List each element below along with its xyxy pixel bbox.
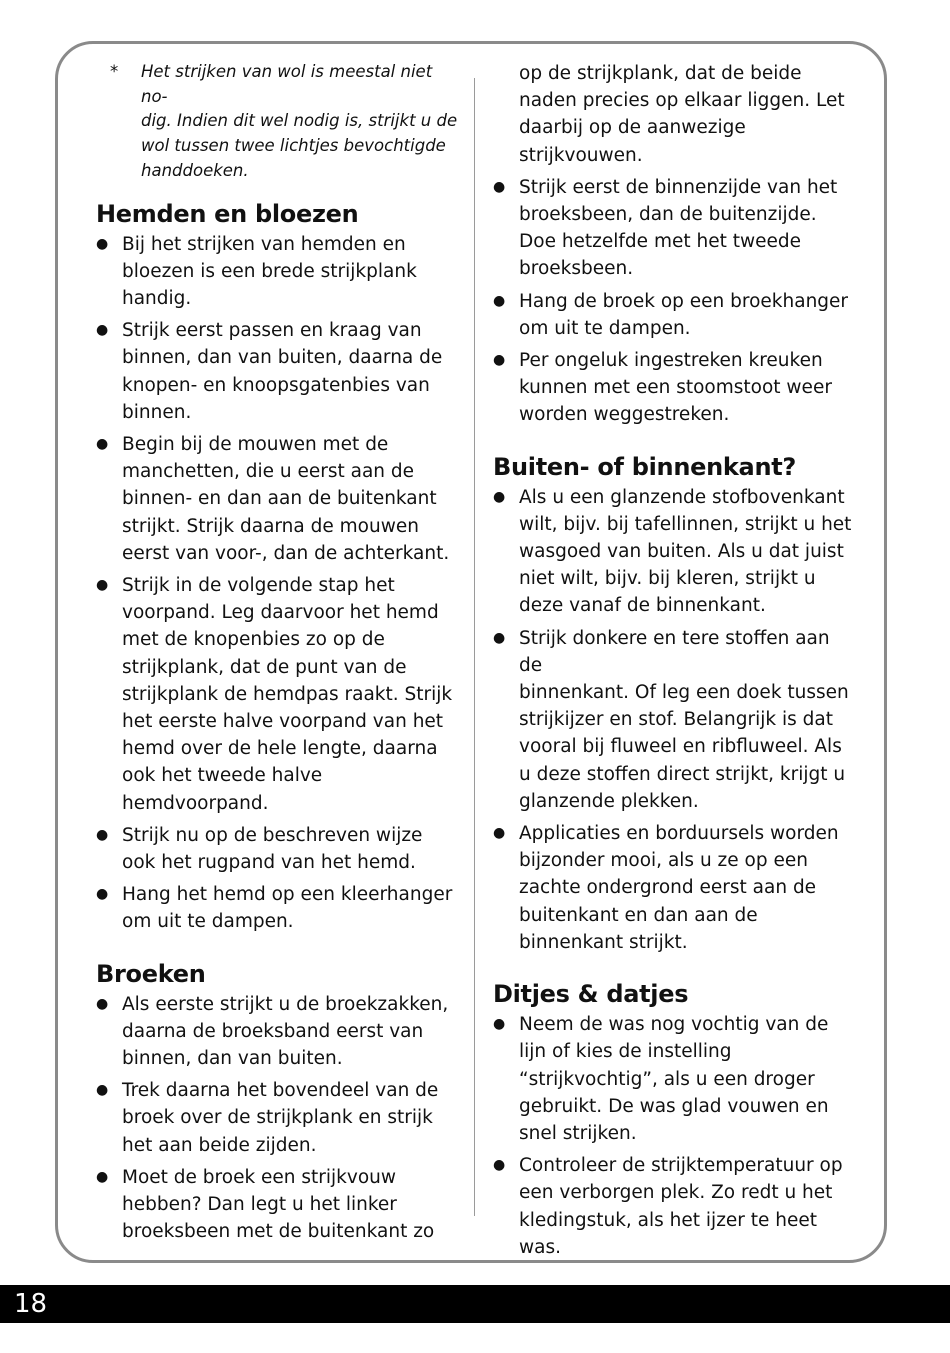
bullet-icon: ● [493, 629, 506, 646]
text-line: strijkvouwen. [519, 144, 643, 166]
text-line: wilt, bijv. bij tafellinnen, strijkt u het [519, 513, 852, 535]
text-line: Controleer de strijktemperatuur op [519, 1155, 843, 1177]
text-line: binnen- en dan aan de buitenkant [122, 488, 437, 510]
text-line: broek over de strijkplank en strijk [122, 1107, 433, 1129]
list-item [493, 484, 855, 620]
text-line: binnenkant. Of leg een doek tussen [519, 682, 849, 704]
text-line: kunnen met een stoomstoot weer [519, 377, 832, 399]
text-line: hebben? Dan legt u het linker [122, 1194, 397, 1216]
list-item [96, 572, 458, 817]
text-line: het aan beide zijden. [122, 1134, 317, 1156]
text-line: voorpand. Leg daarvoor het hemd [122, 602, 439, 624]
text-line: Doe hetzelfde met het tweede [519, 231, 801, 253]
text-line: Strijk eerst passen en kraag van [122, 320, 422, 342]
text-line: wasgoed van buiten. Als u dat juist [519, 541, 844, 563]
bullet-icon: ● [96, 435, 109, 452]
text-line: glanzende plekken. [519, 790, 699, 812]
list-item [493, 347, 855, 429]
section-heading: Ditjes & datjes [493, 980, 689, 1009]
list-item [493, 820, 855, 956]
text-line: broeksbeen. [519, 258, 634, 280]
text-line: u deze stoffen direct strijkt, krijgt u [519, 763, 846, 785]
bullet-icon: ● [493, 178, 506, 195]
list-item [96, 1164, 458, 1246]
bullet-list [96, 231, 458, 936]
text-line: Hang het hemd op een kleerhanger [122, 884, 453, 906]
text-line: Strijk in de volgende stap het [122, 574, 395, 596]
text-line: gebruikt. De was glad vouwen en [519, 1095, 829, 1117]
text-line: was. [519, 1236, 561, 1258]
bullet-icon: ● [96, 576, 109, 593]
text-line: broeksbeen, dan de buitenzijde. [519, 204, 817, 226]
text-line: wol tussen twee lichtjes bevochtigde [141, 136, 446, 156]
text-line: Trek daarna het bovendeel van de [122, 1080, 439, 1102]
text-line: op de strijkplank, dat de beide [519, 63, 802, 84]
text-line: strijkplank de hemdpas raakt. Strijk [122, 683, 453, 705]
text-line: binnen, dan van buiten. [122, 1048, 343, 1069]
bullet-icon: ● [493, 1016, 506, 1033]
text-line: Bij het strijken van hemden en [122, 233, 406, 255]
list-item [493, 1011, 855, 1147]
left-column [96, 60, 458, 1250]
list-item [96, 991, 458, 1073]
bullet-icon: ● [96, 886, 109, 903]
text-line: ook het rugpand van het hemd. [122, 851, 416, 873]
text-line: snel strijken. [519, 1122, 637, 1144]
text-line: Applicaties en borduursels worden [519, 823, 839, 845]
text-line: niet wilt, bijv. bij kleren, strijkt u [519, 568, 816, 590]
text-line: strijkt. Strijk daarna de mouwen [122, 515, 419, 537]
text-line: Moet de broek een strijkvouw [122, 1166, 397, 1188]
bullet-icon: ● [493, 825, 506, 842]
text-line: Als eerste strijkt u de broekzakken, [122, 993, 449, 1015]
list-item [493, 288, 855, 342]
text-line: Strijk donkere en tere stoffen aan de [519, 627, 830, 676]
bullet-icon: ● [96, 1168, 109, 1185]
list-item [96, 231, 458, 313]
bullet-icon: ● [96, 322, 109, 339]
bullet-list [96, 991, 458, 1246]
text-line: kledingstuk, als het ijzer te heet [519, 1209, 818, 1231]
bullet-icon: ● [493, 292, 506, 309]
footer-bar [0, 1285, 950, 1323]
bullet-list [493, 1011, 855, 1261]
text-line: binnenkant strijkt. [519, 931, 688, 953]
text-line: Per ongeluk ingestreken kreuken [519, 350, 823, 372]
list-item [96, 431, 458, 567]
bullet-list [493, 174, 855, 429]
text-line: worden weggestreken. [519, 404, 730, 426]
text-line: “strijkvochtig”, als u een droger [519, 1068, 815, 1090]
text-line: naden precies op elkaar liggen. Let [519, 90, 845, 112]
text-line: eerst van voor-, dan de achterkant. [122, 542, 450, 564]
text-line: Als u een glanzende stofbovenkant [519, 486, 845, 508]
text-line: Hang de broek op een broekhanger [519, 290, 849, 312]
text-line: daarbij op de aanwezige [519, 117, 746, 139]
page-number: 18 [14, 1289, 48, 1319]
bullet-icon: ● [493, 488, 506, 505]
text-line: lijn of kies de instelling [519, 1041, 732, 1063]
text-line: ook het tweede halve [122, 765, 323, 787]
text-line: Strijk nu op de beschreven wijze [122, 824, 423, 846]
list-item [493, 1152, 855, 1261]
list-item [493, 174, 855, 283]
text-line: strijkplank, dat de punt van de [122, 656, 407, 678]
text-line: handdoeken. [141, 160, 249, 180]
text-line: Het strijken van wol is meestal niet no- [141, 62, 433, 106]
bullet-icon: ● [493, 352, 506, 369]
text-line: manchetten, die u eerst aan de [122, 461, 415, 483]
text-line: Begin bij de mouwen met de [122, 433, 389, 455]
text-line: handig. [122, 287, 192, 309]
text-line: bloezen is een brede strijkplank [122, 260, 417, 282]
list-item [96, 881, 458, 935]
text-line: Strijk eerst de binnenzijde van het [519, 176, 838, 198]
text-line: deze vanaf de binnenkant. [519, 595, 766, 617]
list-item [96, 1077, 458, 1159]
list-item [493, 625, 855, 815]
text-line: met de knopenbies zo op de [122, 629, 385, 651]
bullet-icon: ● [96, 995, 109, 1012]
continued-text [493, 60, 855, 169]
asterisk-icon: * [110, 62, 119, 81]
text-line: om uit te dampen. [122, 911, 294, 933]
text-line: strijkijzer en stof. Belangrijk is dat [519, 709, 833, 731]
text-line: buitenkant en dan aan de [519, 904, 758, 926]
column-divider [474, 78, 475, 1216]
section-heading: Broeken [96, 959, 206, 988]
bullet-list [493, 484, 855, 956]
text-line: bijzonder mooi, als u ze op een [519, 850, 808, 872]
text-line: een verborgen plek. Zo redt u het [519, 1182, 833, 1204]
text-line: het eerste halve voorpand van het [122, 710, 444, 732]
text-line: broeksbeen met de buitenkant zo [122, 1221, 435, 1243]
text-line: zachte ondergrond eerst aan de [519, 877, 817, 899]
text-line: binnen. [122, 401, 192, 423]
text-line: knopen- en knoopsgatenbies van [122, 374, 430, 396]
list-item [96, 317, 458, 426]
section-heading: Hemden en bloezen [96, 199, 359, 228]
text-line: Neem de was nog vochtig van de [519, 1014, 829, 1036]
bullet-icon: ● [96, 1082, 109, 1099]
text-line: daarna de broeksband eerst van [122, 1020, 424, 1042]
text-line: dig. Indien dit wel nodig is, strijkt u de [141, 111, 458, 131]
text-line: vooral bij fluweel en ribfluweel. Als [519, 736, 842, 758]
right-column [493, 60, 855, 1266]
footnote [96, 60, 458, 184]
text-line: binnen, dan van buiten, daarna de [122, 347, 443, 369]
bullet-icon: ● [96, 826, 109, 843]
bullet-icon: ● [493, 1157, 506, 1174]
bullet-icon: ● [96, 235, 109, 252]
text-line: om uit te dampen. [519, 317, 691, 339]
section-heading: Buiten- of binnenkant? [493, 452, 797, 481]
text-line: hemd over de hele lengte, daarna [122, 738, 438, 760]
list-item [96, 822, 458, 876]
text-line: hemdvoorpand. [122, 792, 269, 814]
